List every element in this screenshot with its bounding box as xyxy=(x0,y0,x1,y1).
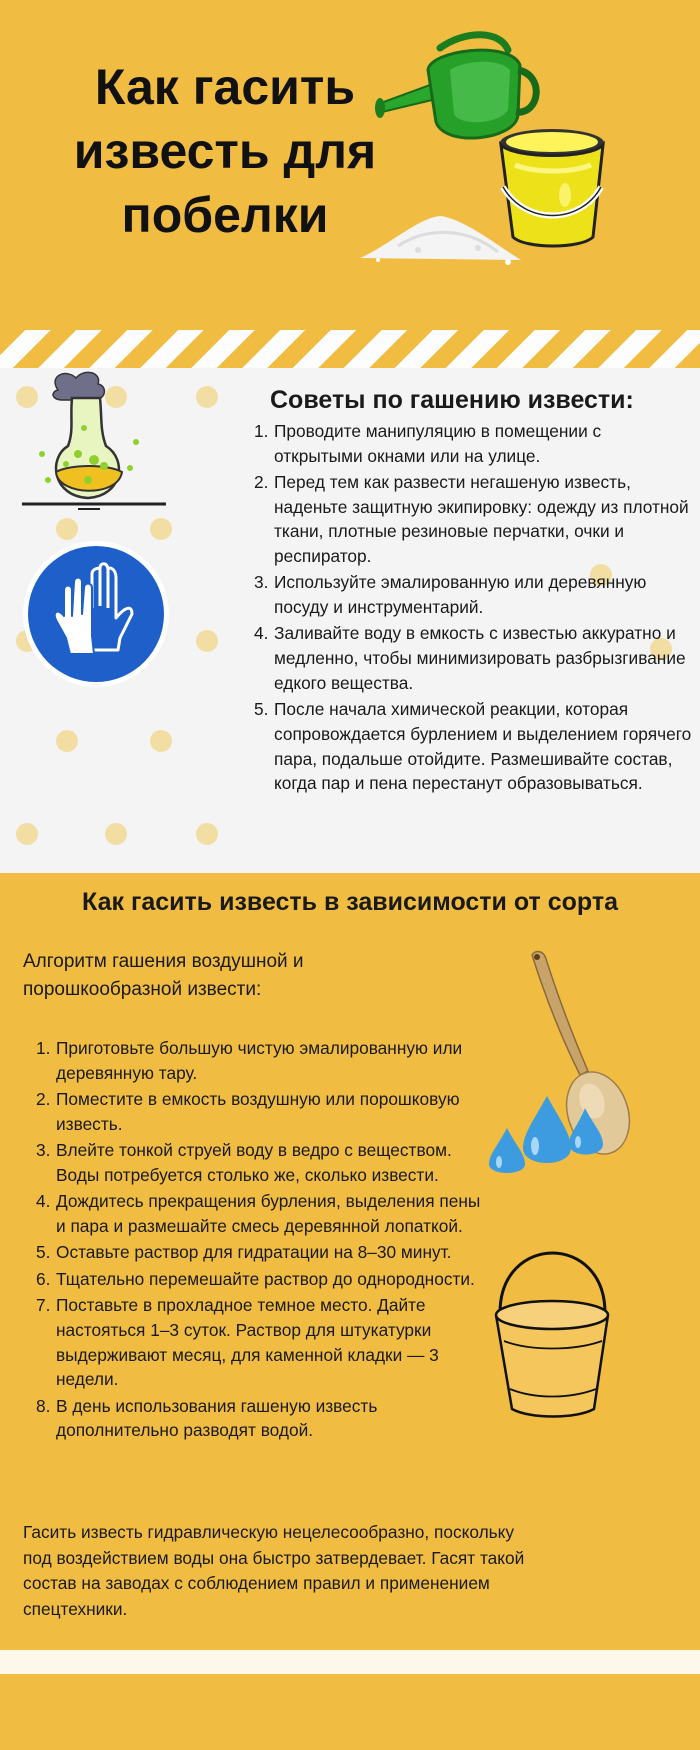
list-item xyxy=(254,570,694,620)
metal-bucket-icon xyxy=(490,1243,615,1418)
item-text: Перед тем как развести негашеную известь, наденьте защитную экипировку: одежду из плотной ткани, плотные резиновые перчатки, очки и респиратор. xyxy=(274,471,689,567)
item-number: 1. xyxy=(254,421,269,441)
item-text: Поставьте в прохладное темное место. Дайте настояться 1–3 суток. Раствор для штукатурки выдерживают месяц, для каменной кладки — 3 недели. xyxy=(56,1294,439,1390)
list-item xyxy=(36,1138,486,1188)
item-number: 4. xyxy=(36,1191,51,1212)
gloves-sign-icon xyxy=(20,538,172,690)
list-item xyxy=(36,1036,486,1086)
hydraulic-lime-note: Гасить известь гидравлическую нецелесообразно, поскольку под воздействием воды она быстро затвердевает. Гасят такой состав на заводах с соблюдением правил и применением спецтехники. xyxy=(23,1522,525,1619)
list-item xyxy=(254,419,694,469)
decorative-dot xyxy=(105,823,127,845)
algorithm-list xyxy=(36,1036,486,1445)
decorative-dot xyxy=(150,730,172,752)
item-text: Заливайте воду в емкость с известью аккуратно и медленно, чтобы минимизировать разбрызгивание едкого вещества. xyxy=(274,623,686,693)
decorative-dot xyxy=(196,386,218,408)
page-title: Как гасить известь для побелки xyxy=(73,59,377,243)
yellow-bucket-icon xyxy=(495,125,610,250)
list-item xyxy=(254,697,694,796)
item-number: 8. xyxy=(36,1395,51,1416)
list-item xyxy=(36,1240,486,1265)
list-item xyxy=(36,1293,486,1392)
tips-list xyxy=(254,419,694,797)
item-number: 3. xyxy=(254,572,269,593)
list-item xyxy=(36,1394,486,1444)
item-number: 3. xyxy=(36,1140,51,1161)
chemistry-flask-icon xyxy=(18,368,168,528)
decorative-dot xyxy=(56,730,78,752)
item-number: 1. xyxy=(36,1038,51,1058)
item-number: 5. xyxy=(254,698,269,719)
item-text: Приготовьте большую чистую эмалированную или деревянную тару. xyxy=(56,1038,463,1083)
item-text: Оставьте раствор для гидратации на 8–30 минут. xyxy=(56,1242,452,1263)
algorithm-heading: Алгоритм гашения воздушной и порошкообразной извести: xyxy=(23,951,304,1000)
item-text: После начала химической реакции, которая сопровождается бурлением и выделением горячего пара, подальше отойдите. Размешивайте состав, когда пар и пена перестанут образовываться. xyxy=(274,698,692,794)
item-number: 7. xyxy=(36,1294,51,1315)
item-text: Поместите в емкость воздушную или порошковую известь. xyxy=(56,1089,460,1134)
hero-section xyxy=(0,0,700,330)
list-item xyxy=(254,470,694,569)
bottom-band xyxy=(0,1650,700,1674)
item-text: Проводите манипуляцию в помещении с открытыми окнами или на улице. xyxy=(274,421,602,466)
item-text: Тщательно перемешайте раствор до однородности. xyxy=(56,1268,475,1289)
decorative-dot xyxy=(16,823,38,845)
item-text: Влейте тонкой струей воду в ведро с веществом. Воды потребуется столько же, сколько извести. xyxy=(56,1140,452,1185)
lime-types-section xyxy=(0,873,700,1650)
list-item xyxy=(36,1189,486,1239)
list-item xyxy=(254,621,694,695)
item-text: Дождитесь прекращения бурления, выделения пены и пара и размешайте смесь деревянной лопаткой. xyxy=(56,1191,481,1237)
item-text: Используйте эмалированную или деревянную посуду и инструментарий. xyxy=(274,572,647,618)
item-text: В день использования гашеную известь дополнительно разводят водой. xyxy=(56,1395,378,1441)
sorts-heading: Как гасить известь в зависимости от сорта xyxy=(82,888,618,916)
decorative-dot xyxy=(196,823,218,845)
item-number: 4. xyxy=(254,623,269,644)
item-number: 2. xyxy=(254,471,269,492)
tips-section xyxy=(0,368,700,873)
item-number: 5. xyxy=(36,1242,51,1263)
item-number: 6. xyxy=(36,1268,51,1289)
decorative-dot xyxy=(196,630,218,652)
water-drops-icon xyxy=(485,1088,610,1183)
list-item xyxy=(36,1267,486,1292)
hazard-stripe-divider xyxy=(0,330,700,368)
list-item xyxy=(36,1087,486,1137)
tips-heading: Советы по гашению извести: xyxy=(270,386,634,414)
item-number: 2. xyxy=(36,1089,51,1110)
